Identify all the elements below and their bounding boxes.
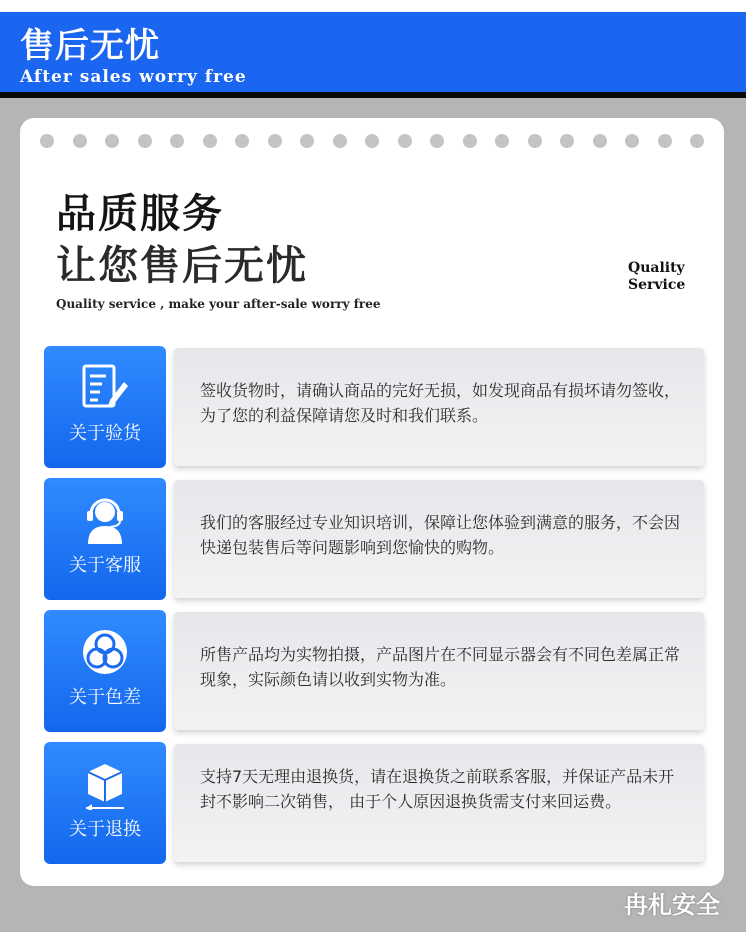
binder-dot: [430, 134, 444, 148]
header-banner: [0, 12, 746, 92]
service-description-panel: [174, 612, 704, 730]
card-title-line2: 让您售后无忧: [56, 243, 308, 289]
banner-title: 售后无忧: [20, 26, 160, 66]
binder-dot: [365, 134, 379, 148]
checklist-pen-icon: [80, 362, 130, 414]
binder-dot: [170, 134, 184, 148]
binder-dot: [333, 134, 347, 148]
binder-dot: [658, 134, 672, 148]
binder-dot: [463, 134, 477, 148]
quality-label-line2: Service: [628, 277, 686, 293]
service-tile-label: 关于验货: [69, 423, 141, 444]
banner-subtitle: After sales worry free: [20, 67, 247, 87]
binder-dot: [690, 134, 704, 148]
binder-dot: [495, 134, 509, 148]
service-item-support: [44, 478, 708, 600]
quality-label-line1: Quality: [628, 260, 685, 276]
service-description: 支持7天无理由退换货，请在退换货之前联系客服，并保证产品未开封不影响二次销售， 由于个人原因退换货需支付来回运费。: [200, 767, 675, 811]
headset-agent-icon: [80, 494, 130, 546]
service-description-panel: [174, 480, 704, 598]
service-tile: [44, 478, 166, 600]
binder-dot: [73, 134, 87, 148]
color-circles-icon: [80, 626, 130, 678]
binder-dot: [203, 134, 217, 148]
binder-dot: [625, 134, 639, 148]
service-description: 所售产品均为实物拍摄，产品图片在不同显示器会有不同色差属正常现象，实际颜色请以收到实物为准。: [200, 645, 681, 689]
service-tile-label: 关于退换: [69, 819, 141, 840]
binder-dots: [40, 134, 704, 150]
binder-dot: [398, 134, 412, 148]
service-description: 我们的客服经过专业知识培训，保障让您体验到满意的服务，不会因快递包装售后等问题影响到您愉快的购物。: [200, 513, 681, 557]
service-item-inspection: [44, 346, 708, 468]
box-return-icon: [80, 758, 130, 810]
service-tile: [44, 742, 166, 864]
card-subtitle: Quality service , make your after-sale worry free: [56, 297, 381, 311]
service-tile: [44, 610, 166, 732]
binder-dot: [528, 134, 542, 148]
service-description-panel: [174, 744, 704, 862]
service-item-color: [44, 610, 708, 732]
service-tile-label: 关于客服: [69, 555, 141, 576]
watermark-text: 冉札安全: [624, 891, 720, 919]
binder-dot: [593, 134, 607, 148]
binder-dot: [235, 134, 249, 148]
binder-dot: [105, 134, 119, 148]
service-tile-label: 关于色差: [69, 687, 141, 708]
binder-dot: [300, 134, 314, 148]
binder-dot: [560, 134, 574, 148]
card-title-line1: 品质服务: [56, 191, 224, 237]
service-item-returns: [44, 742, 708, 864]
service-description: 签收货物时，请确认商品的完好无损，如发现商品有损坏请勿签收，为了您的利益保障请您及时和我们联系。: [200, 381, 681, 425]
service-tile: [44, 346, 166, 468]
service-card: [20, 118, 724, 886]
binder-dot: [138, 134, 152, 148]
quality-service-label: [628, 260, 685, 294]
service-description-panel: [174, 348, 704, 466]
binder-dot: [268, 134, 282, 148]
binder-dot: [40, 134, 54, 148]
